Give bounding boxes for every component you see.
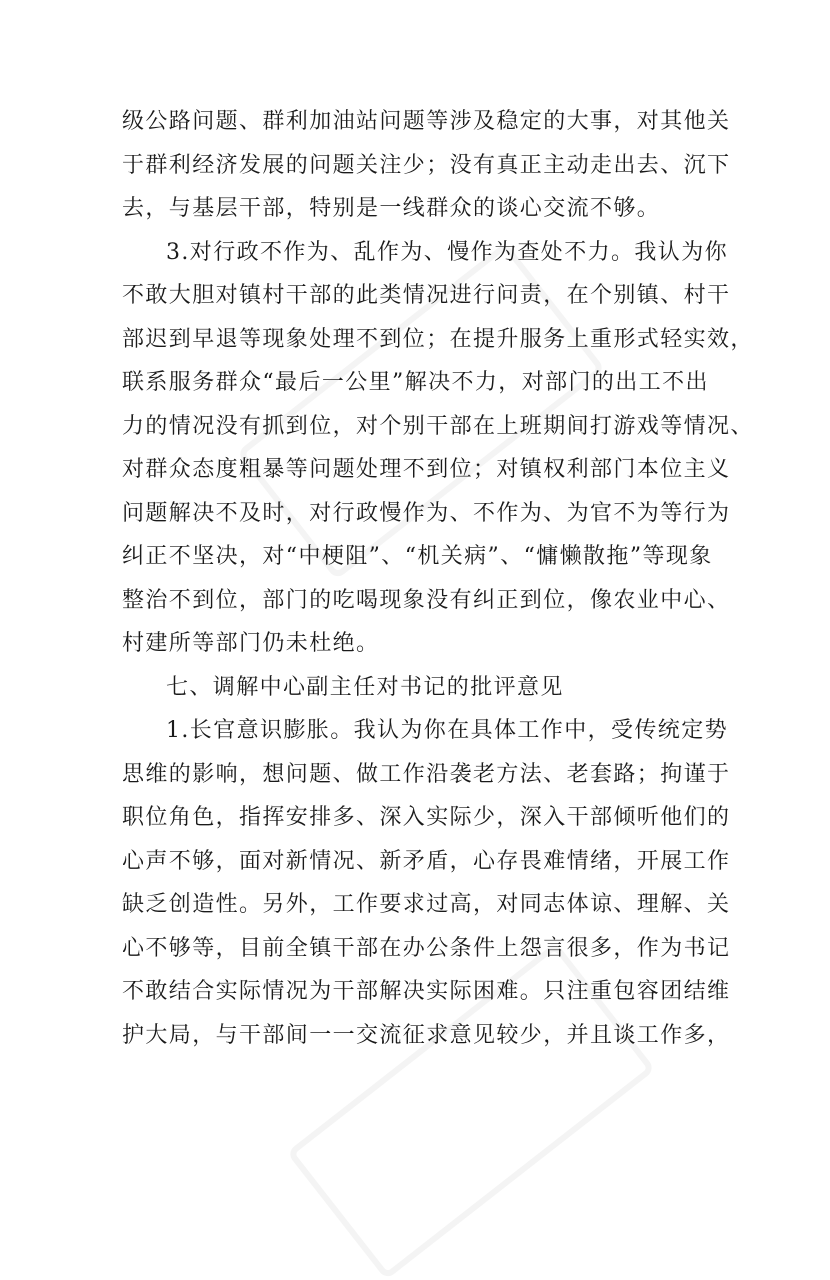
text-line: 去，与基层干部，特别是一线群众的谈心交流不够。 bbox=[122, 196, 661, 221]
text-line: 缺乏创造性。另外，工作要求过高，对同志体谅、理解、关 bbox=[122, 892, 731, 917]
text-line: 于群利经济发展的问题关注少；没有真正主动走出去、沉下 bbox=[122, 153, 731, 178]
text-line: 联系服务群众“最后一公里”解决不力，对部门的出工不出 bbox=[122, 370, 709, 395]
text-line: 思维的影响，想问题、做工作沿袭老方法、老套路；拘谨于 bbox=[122, 762, 731, 787]
text-line: 1.长官意识膨胀。我认为你在具体工作中，受传统定势 bbox=[166, 718, 728, 743]
text-line: 不敢结合实际情况为干部解决实际困难。只注重包容团结维 bbox=[122, 979, 731, 1004]
text-line: 问题解决不及时，对行政慢作为、不作为、为官不为等行为 bbox=[122, 501, 731, 526]
text-line: 护大局，与干部间一一交流征求意见较少，并且谈工作多， bbox=[122, 1023, 731, 1048]
text-line: 力的情况没有抓到位，对个别干部在上班期间打游戏等情况、 bbox=[122, 414, 754, 439]
text-line: 不敢大胆对镇村干部的此类情况进行问责，在个别镇、村干 bbox=[122, 283, 731, 308]
section-heading: 七、调解中心副主任对书记的批评意见 bbox=[166, 675, 564, 700]
text-line: 对群众态度粗暴等问题处理不到位；对镇权利部门本位主义 bbox=[122, 457, 731, 482]
text-line: 心声不够，面对新情况、新矛盾，心存畏难情绪，开展工作 bbox=[122, 849, 731, 874]
text-line: 部迟到早退等现象处理不到位；在提升服务上重形式轻实效， bbox=[122, 327, 754, 352]
text-line: 3.对行政不作为、乱作为、慢作为查处不力。我认为你 bbox=[166, 240, 728, 265]
text-line: 纠正不坚决，对“中梗阻”、“机关病”、“慵懒散拖”等现象 bbox=[122, 544, 713, 569]
text-line: 级公路问题、群利加油站问题等涉及稳定的大事，对其他关 bbox=[122, 109, 731, 134]
text-line: 心不够等，目前全镇干部在办公条件上怨言很多，作为书记 bbox=[122, 936, 731, 961]
text-line: 整治不到位，部门的吃喝现象没有纠正到位，像农业中心、 bbox=[122, 588, 731, 613]
text-line: 职位角色，指挥安排多、深入实际少，深入干部倾听他们的 bbox=[122, 805, 731, 830]
text-line: 村建所等部门仍未杜绝。 bbox=[122, 631, 380, 656]
